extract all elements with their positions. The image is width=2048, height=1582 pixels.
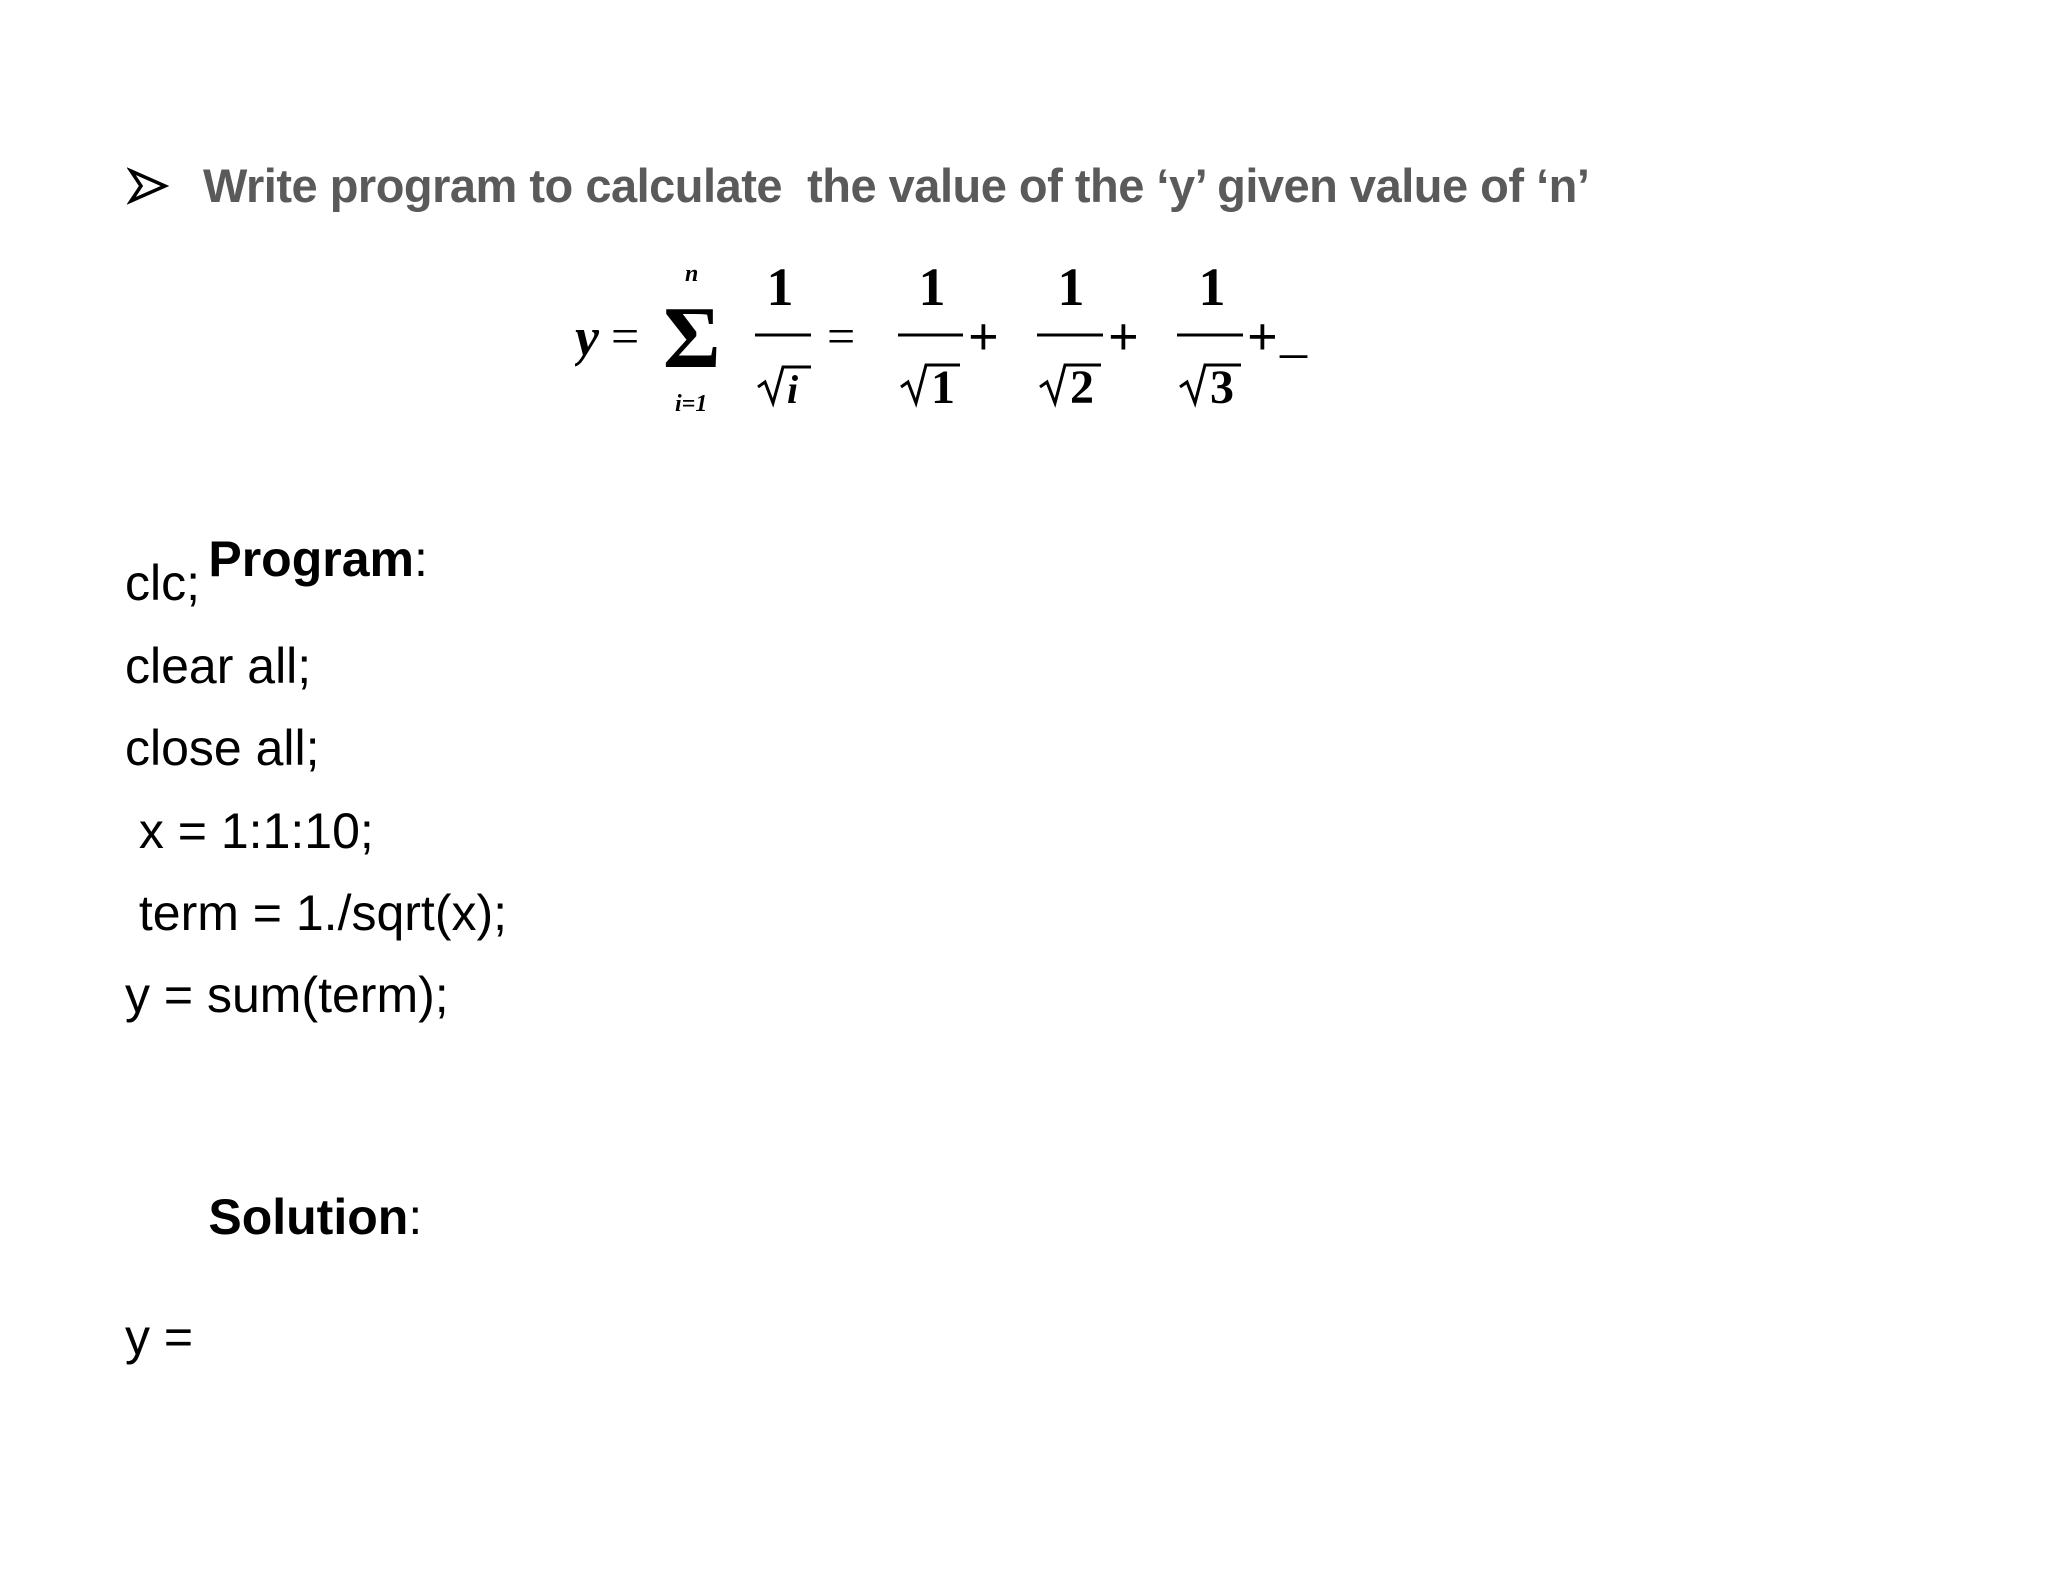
arrow-bullet-icon bbox=[127, 165, 169, 207]
solution-heading bbox=[125, 1130, 422, 1304]
term2-numerator: 1 bbox=[1057, 257, 1085, 317]
summation-formula bbox=[575, 255, 1375, 425]
term2-denominator: 2 bbox=[1070, 361, 1094, 414]
term3-denominator: 3 bbox=[1210, 361, 1234, 414]
general-term-numerator: 1 bbox=[766, 257, 794, 317]
code-line: close all; bbox=[125, 720, 320, 776]
formula-lhs: y bbox=[575, 307, 599, 367]
sum-lower-limit: i=1 bbox=[675, 391, 708, 417]
plus-1: + bbox=[968, 307, 999, 367]
sigma-symbol: Σ bbox=[663, 290, 721, 387]
term3-numerator: 1 bbox=[1198, 257, 1226, 317]
code-line: term = 1./sqrt(x); bbox=[125, 885, 508, 941]
term1-numerator: 1 bbox=[918, 257, 946, 317]
general-term-denominator: i bbox=[787, 367, 799, 412]
code-line: y = sum(term); bbox=[125, 967, 449, 1023]
code-line: clear all; bbox=[125, 638, 312, 694]
code-line: x = 1:1:10; bbox=[125, 803, 374, 859]
heading-text: Write program to calculate the value of the ‘y’ given value of ‘n’ bbox=[203, 159, 1590, 212]
general-term-radical bbox=[758, 367, 811, 403]
solution-colon: : bbox=[408, 1189, 423, 1245]
solution-result: y = bbox=[125, 1309, 194, 1365]
solution-label: Solution bbox=[208, 1189, 409, 1245]
sum-upper-limit: n bbox=[685, 261, 699, 287]
plus-3: + bbox=[1247, 307, 1278, 367]
plus-2: + bbox=[1108, 307, 1139, 367]
formula-equals-2: = bbox=[827, 308, 856, 364]
program-label: Program bbox=[208, 531, 414, 587]
program-colon: : bbox=[413, 531, 428, 587]
term1-denominator: 1 bbox=[931, 361, 955, 414]
heading-row bbox=[127, 158, 1589, 213]
formula-continuation: _ bbox=[1280, 303, 1307, 363]
code-line: clc; bbox=[125, 555, 200, 611]
formula-equals-1: = bbox=[611, 308, 640, 364]
